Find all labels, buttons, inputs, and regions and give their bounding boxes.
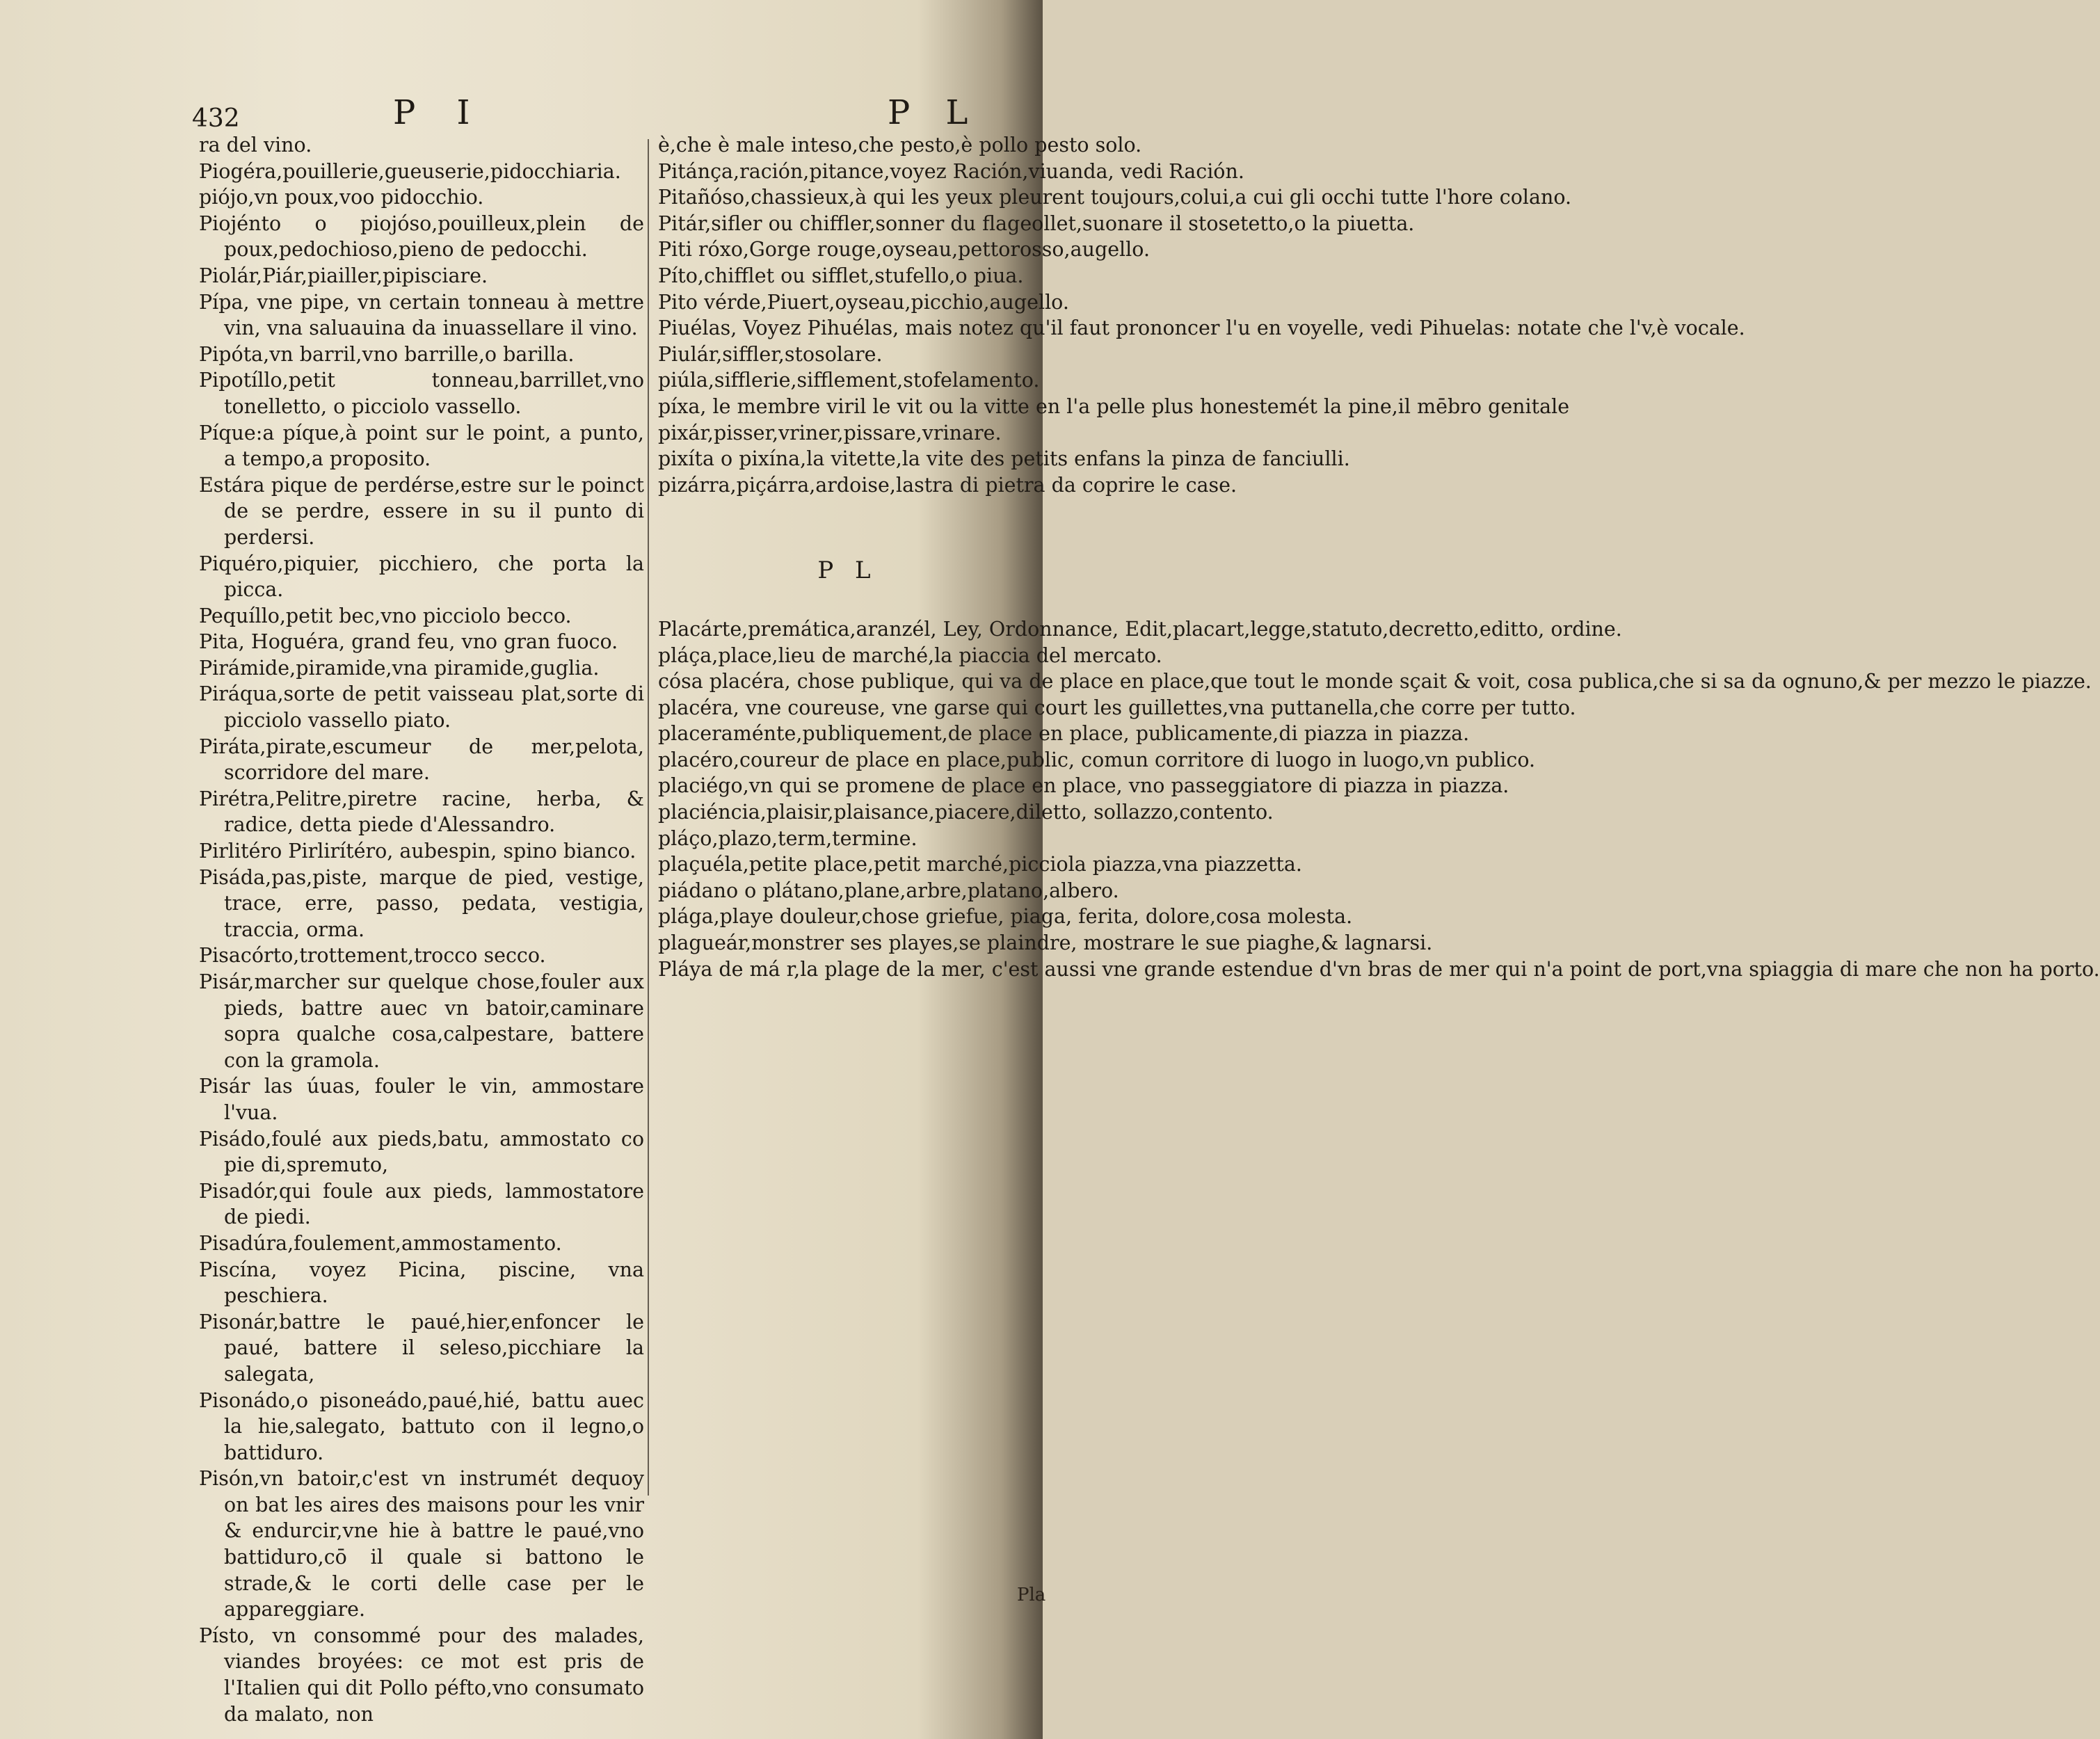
dictionary-entry: Pequíllo,petit bec,vno picciolo becco.	[199, 604, 572, 627]
dictionary-entry: pixíta o pixína,la vitette,la vite des petits enfans la pinza de fanciulli.	[658, 447, 1350, 471]
dictionary-entry: Pípa, vne pipe, vn certain tonneau à mettre vin, vna saluauina da inuassellare il vino.	[199, 290, 644, 340]
dictionary-entry: Piquéro,piquier, picchiero, che porta la picca.	[199, 552, 644, 602]
dictionary-entry: Pisadúra,foulement,ammostamento.	[199, 1231, 562, 1255]
dictionary-entry: Pisáda,pas,piste, marque de pied, vestige, trace, erre, passo, pedata, vestigia, traccia, orma.	[199, 865, 644, 941]
dictionary-entry: Píque:a píque,à point sur le point, a punto, a tempo,a proposito.	[199, 421, 644, 471]
dictionary-entry: píxa, le membre viril le vit ou la vitte en l'a pelle plus honestemét la pine,il mēbro genitale	[658, 394, 1570, 418]
dictionary-entry: placiéncia,plaisir,plaisance,piacere,diletto, sollazzo,contento.	[658, 801, 1274, 824]
left-column	[199, 132, 644, 1727]
dictionary-entry: placeraménte,publiquement,de place en place, publicamente,di piazza in piazza.	[658, 722, 1470, 746]
dictionary-entry: placéro,coureur de place en place,public, comun corritore di luogo in luogo,vn publico.	[658, 748, 1536, 771]
dictionary-entry: placéra, vne coureuse, vne garse qui court les guillettes,vna puttanella,che corre per tutto.	[658, 696, 1576, 719]
section-heading: P L	[817, 556, 878, 585]
dictionary-entry: Piráqua,sorte de petit vaisseau plat,sorte di picciolo vassello piato.	[199, 682, 644, 732]
dictionary-entry: plagueár,monstrer ses playes,se plaindre, mostrare le sue piaghe,& lagnarsi.	[658, 931, 1433, 955]
dictionary-entry: ra del vino.	[199, 134, 312, 157]
dictionary-entry: Pipóta,vn barril,vno barrille,o barilla.	[199, 342, 575, 366]
dictionary-entry: placiégo,vn qui se promene de place en place, vno passeggiatore di piazza in piazza.	[658, 774, 1509, 798]
right-running-head: P L	[888, 93, 981, 132]
dictionary-entry: Piojénto o piojóso,pouilleux,plein de poux,pedochioso,pieno de pedocchi.	[199, 211, 644, 262]
dictionary-entry: Pisádo,foulé aux pieds,batu, ammostato co pie di,spremuto,	[199, 1127, 644, 1177]
dictionary-entry: Pirétra,Pelitre,piretre racine, herba, & radice, detta piede d'Alessandro.	[199, 787, 644, 837]
dictionary-entry: Pitañóso,chassieux,à qui les yeux pleurent toujours,colui,a cui gli occhi tutte l'hore colano.	[658, 186, 1572, 209]
dictionary-entry: pláça,place,lieu de marché,la piaccia del mercato.	[658, 643, 1162, 667]
dictionary-entry: Estára pique de perdérse,estre sur le poinct de se perdre, essere in su il punto di perdersi.	[199, 473, 644, 549]
dictionary-entry: Pita, Hoguéra, grand feu, vno gran fuoco.	[199, 630, 618, 654]
dictionary-entry: plága,playe douleur,chose griefue, piaga, ferita, dolore,cosa molesta.	[658, 905, 1353, 929]
dictionary-entry: Pisonár,battre le paué,hier,enfoncer le paué, battere il seleso,picchiare la salegata,	[199, 1310, 644, 1386]
dictionary-entry: Pito vérde,Piuert,oyseau,picchio,augello.	[658, 290, 1069, 314]
dictionary-entry: Pisár,marcher sur quelque chose,fouler aux pieds, battre auec vn batoir,caminare sopra qualche cosa,calpestare, battere con la gramola.	[199, 970, 644, 1072]
dictionary-entry: piójo,vn poux,voo pidocchio.	[199, 186, 484, 209]
dictionary-entry: Pitánça,ración,pitance,voyez Ración,viuanda, vedi Ración.	[658, 159, 1244, 183]
page-number: 432	[192, 104, 240, 133]
dictionary-entry: pizárra,piçárra,ardoise,lastra di pietra da coprire le case.	[658, 473, 1237, 497]
dictionary-entry: Píto,chifflet ou sifflet,stufello,o piua.	[658, 264, 1024, 287]
dictionary-entry: Pisón,vn batoir,c'est vn instrumét dequoy on bat les aires des maisons pour les vnir & endurcir,vne hie à battre le paué,vno battiduro,cō il quale si battono le strade,& le corti delle case per le appareggiare.	[199, 1467, 644, 1621]
dictionary-entry: cósa placéra, chose publique, qui va de place en place,que tout le monde sçait & voit, cosa publica,che si sa da ognuno,& per mezzo le piazze.	[658, 670, 2092, 694]
dictionary-entry: Piuélas, Voyez Pihuélas, mais notez qu'il faut prononcer l'u en voyelle, vedi Pihuelas: notate che l'v,è vocale.	[658, 316, 1745, 340]
dictionary-entry: Piscína, voyez Picina, piscine, vna peschiera.	[199, 1258, 644, 1308]
dictionary-entry: Pirlitéro Pirlirítéro, aubespin, spino bianco.	[199, 840, 636, 863]
dictionary-entry: Placárte,premática,aranzél, Ley, Ordonnance, Edit,placart,legge,statuto,decretto,editto, ordine.	[658, 617, 1622, 641]
dictionary-entry: plaçuéla,petite place,petit marché,picciola piazza,vna piazzetta.	[658, 853, 1302, 876]
dictionary-entry: Písto, vn consommé pour des malades, viandes broyées: ce mot est pris de l'Italien qui dit Pollo péfto,vno consumato da malato, non	[199, 1624, 644, 1726]
dictionary-entry: Pisár las úuas, fouler le vin, ammostare l'vua.	[199, 1075, 644, 1124]
dictionary-entry: è,che è male inteso,che pesto,è pollo pesto solo.	[658, 134, 1142, 157]
left-running-head: P I	[393, 93, 486, 132]
dictionary-entry: Piráta,pirate,escumeur de mer,pelota, scorridore del mare.	[199, 735, 644, 785]
dictionary-entry: Piti róxo,Gorge rouge,oyseau,pettorosso,augello.	[658, 238, 1151, 262]
dictionary-entry: Pisacórto,trottement,trocco secco.	[199, 944, 546, 968]
column-divider	[648, 139, 649, 1496]
dictionary-entry: Pirámide,piramide,vna piramide,guglia.	[199, 656, 600, 680]
right-column	[658, 132, 2100, 982]
dictionary-entry: Pitár,sifler ou chiffler,sonner du flageollet,suonare il stosetetto,o la piuetta.	[658, 211, 1415, 235]
dictionary-entry: Piulár,siffler,stosolare.	[658, 342, 883, 366]
dictionary-entry: Pisadór,qui foule aux pieds, lammostatore de piedi.	[199, 1179, 644, 1229]
dictionary-entry: Pláya de má r,la plage de la mer, c'est aussi vne grande estendue d'vn bras de mer qui n'a point de port,vna spiaggia di mare che non ha porto.	[658, 957, 2100, 981]
dictionary-entry: Pipotíllo,petit tonneau,barrillet,vno tonelletto, o picciolo vassello.	[199, 369, 644, 418]
dictionary-entry: piúla,sifflerie,sifflement,stofelamento.	[658, 369, 1040, 392]
dictionary-entry: piádano o plátano,plane,arbre,platano,albero.	[658, 879, 1119, 902]
dictionary-entry: Piogéra,pouillerie,gueuserie,pidocchiaria.	[199, 159, 621, 183]
page-header	[0, 89, 1043, 131]
catchword: Pla	[1017, 1585, 1046, 1605]
dictionary-entry: Piolár,Piár,piailler,pipisciare.	[199, 264, 488, 287]
dictionary-entry: pláço,plazo,term,termine.	[658, 826, 917, 850]
dictionary-entry: Pisonádo,o pisoneádo,paué,hié, battu auec la hie,salegato, battuto con il legno,o battiduro.	[199, 1388, 644, 1464]
dictionary-entry: pixár,pisser,vriner,pissare,vrinare.	[658, 421, 1002, 444]
